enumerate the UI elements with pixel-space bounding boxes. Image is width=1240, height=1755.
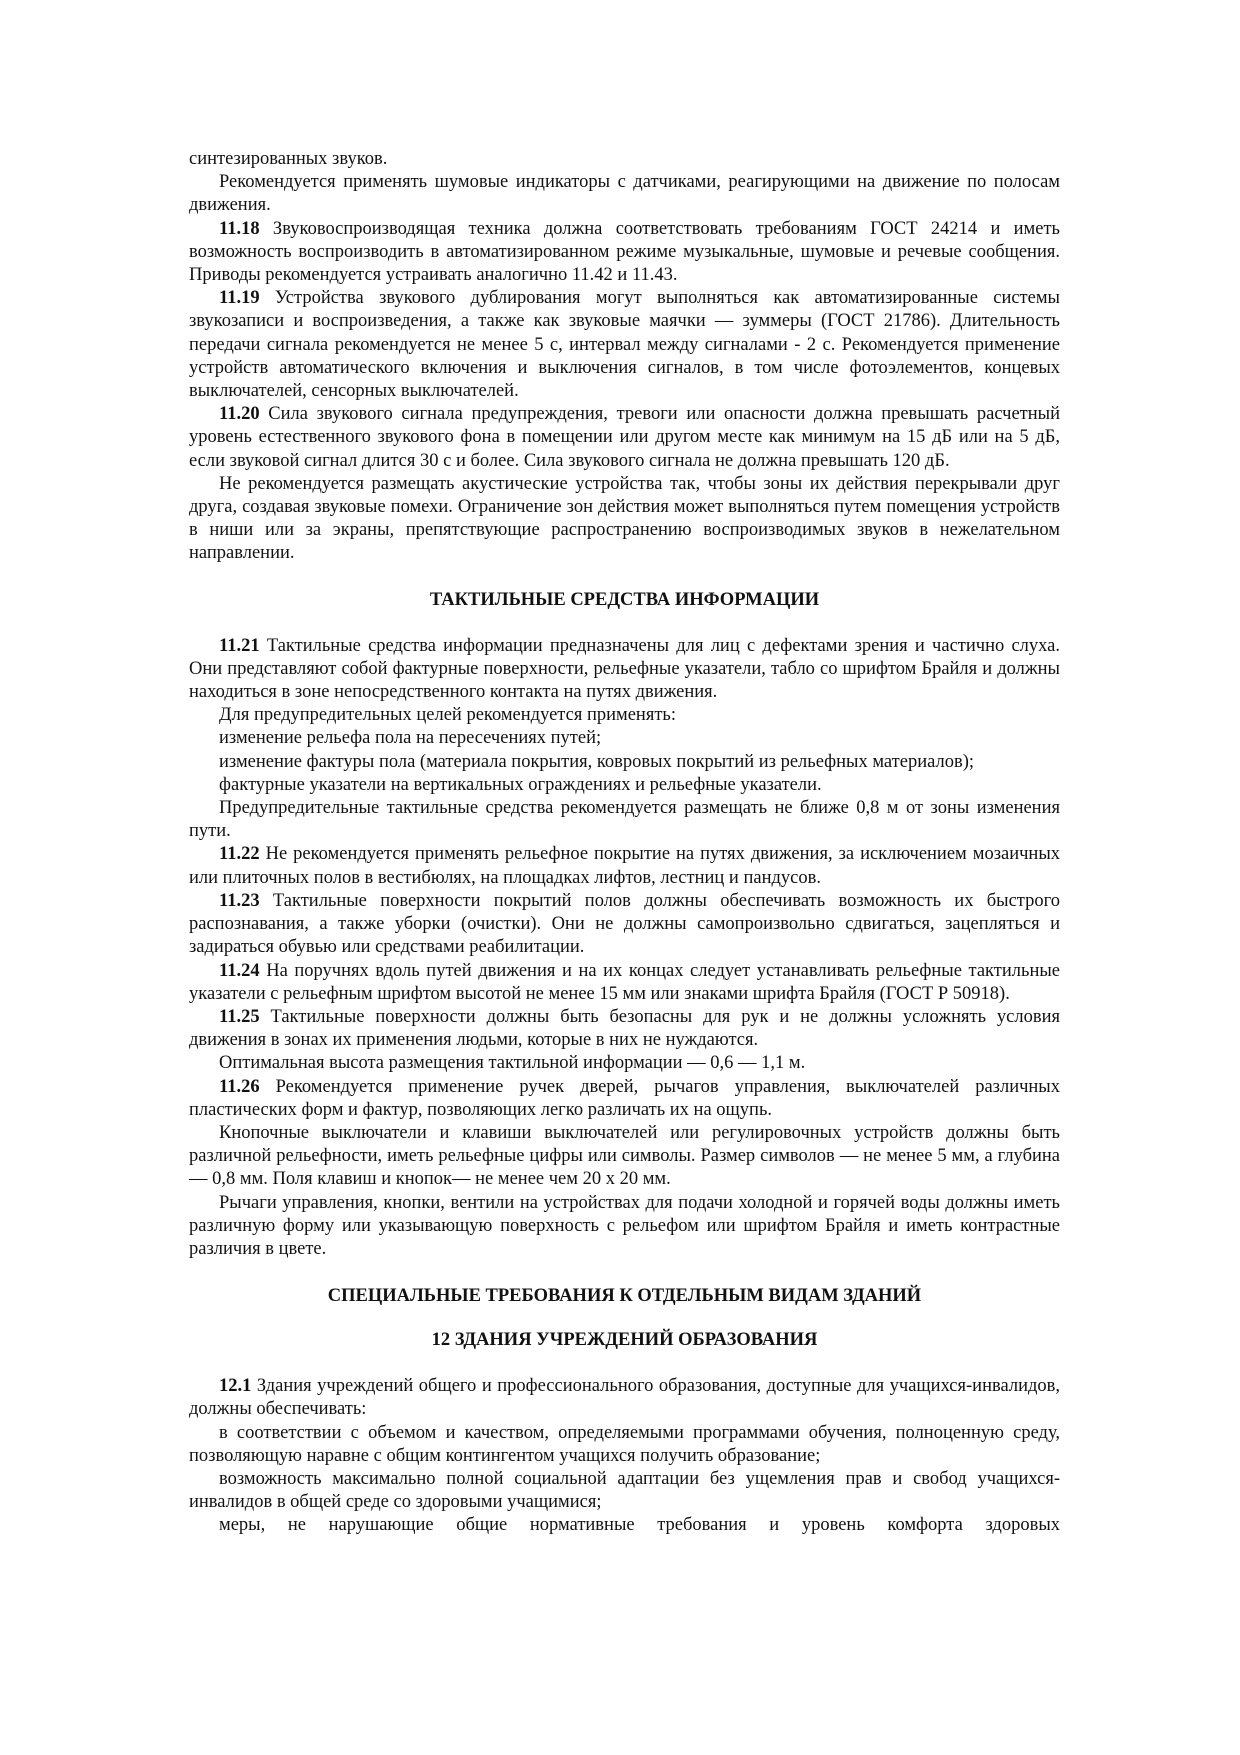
clause-11-18 (189, 218, 1060, 288)
section-heading-tactile: ТАКТИЛЬНЫЕ СРЕДСТВА ИНФОРМАЦИИ (429, 589, 820, 610)
list-item: изменение фактуры пола (материала покрытия, ковровых покрытий из рельефных материалов); (219, 751, 974, 772)
clause-text: Рекомендуется применение ручек дверей, рычагов управления, выключателей различных пластических форм и фактур, позволяющих легко различать их на ощупь. (189, 1076, 1060, 1120)
clause-number: 11.21 (219, 635, 260, 656)
paragraph-tactile-height: Оптимальная высота размещения тактильной информации — 0,6 — 1,1 м. (219, 1053, 806, 1074)
section-heading-special-requirements: СПЕЦИАЛЬНЫЕ ТРЕБОВАНИЯ К ОТДЕЛЬНЫМ ВИДАМ ЗДАНИЙ (327, 1286, 922, 1307)
paragraph-buttons: Кнопочные выключатели и клавиши выключателей или регулировочных устройств должны быть различной рельефности, иметь рельефные цифры или символы. Размер символов — не менее 5 мм, а глубина — 0,8 мм. Поля клавиш и кнопок— не менее чем 20 х 20 мм. (189, 1122, 1060, 1190)
paragraph-acoustic-devices: Не рекомендуется размещать акустические устройства так, чтобы зоны их действия перекрывали друг друга, создавая звуковые помехи. Ограничение зон действия может выполняться путем помещения устройств в ниши или за экраны, препятствующие распространению воспроизводимых звуков в нежелательном направлении. (189, 473, 1060, 564)
clause-number: 11.25 (219, 1006, 260, 1027)
paragraph-warning-intro: Для предупредительных целей рекомендуется применять: (219, 705, 676, 726)
list-item: меры, не нарушающие общие нормативные требования и уровень комфорта здоровых (219, 1515, 1060, 1536)
list-item: возможность максимально полной социальной адаптации без ущемления прав и свобод учащихся-инвалидов в общей среде со здоровыми учащимися; (189, 1468, 1060, 1513)
clause-number: 12.1 (219, 1376, 252, 1397)
clause-number: 11.19 (219, 288, 260, 309)
clause-11-25 (189, 1006, 1060, 1052)
clause-text: Звуковоспроизводящая техника должна соответствовать требованиям ГОСТ 24214 и иметь возможность воспроизводить в автоматизированном режиме музыкальные, шумовые и речевые сообщения. Приводы рекомендуется устраивать аналогично 11.42 и 11.43. (189, 218, 1060, 286)
clause-number: 11.26 (219, 1076, 260, 1097)
clause-number: 11.23 (219, 890, 260, 911)
clause-11-26 (189, 1076, 1060, 1122)
clause-text: Сила звукового сигнала предупреждения, тревоги или опасности должна превышать расчетный уровень естественного звукового фона в помещении или другом месте как минимум на 15 дБ или на 5 дБ, если звуковой сигнал длится 30 с и более. Сила звукового сигнала не должна превышать 120 дБ. (189, 404, 1060, 471)
clause-11-21 (189, 635, 1060, 705)
clause-text: Тактильные поверхности покрытий полов должны обеспечивать возможность их быстрого распознавания, а также уборки (очистки). Они не должны самопроизвольно сдвигаться, зацепляться и задираться обувью или средствами реабилитации. (189, 890, 1060, 958)
paragraph-noise-indicators: Рекомендуется применять шумовые индикаторы с датчиками, реагирующими на движение по полосам движения. (189, 172, 1060, 216)
paragraph-levers: Рычаги управления, кнопки, вентили на устройствах для подачи холодной и горячей воды должны иметь различную форму или указывающую поверхность с рельефом или шрифтом Брайля и иметь контрастные различия в цвете. (189, 1192, 1060, 1259)
clause-text: Тактильные средства информации предназначены для лиц с дефектами зрения и частично слуха. Они представляют собой фактурные поверхности, рельефные указатели, табло со шрифтом Брайля и должны находиться в зоне непосредственного контакта на путях движения. (189, 635, 1060, 703)
clause-11-22 (189, 843, 1060, 889)
list-item: в соответствии с объемом и качеством, определяемыми программами обучения, полноценную среду, позволяющую наравне с общим контингентом учащихся получить образование; (189, 1422, 1060, 1466)
clause-number: 11.22 (219, 844, 260, 865)
paragraph-continuation: синтезированных звуков. (189, 149, 388, 169)
clause-text: Здания учреждений общего и профессионального образования, доступные для учащихся-инвалидов, должны обеспечивать: (189, 1376, 1060, 1420)
clause-12-1 (189, 1375, 1060, 1421)
clause-text: Тактильные поверхности должны быть безопасны для рук и не должны усложнять условия движения в зонах их применения людьми, которые в них не нуждаются. (189, 1006, 1060, 1051)
clause-number: 11.18 (219, 218, 260, 239)
clause-11-19 (189, 287, 1060, 403)
clause-11-24 (189, 960, 1060, 1006)
clause-text: Не рекомендуется применять рельефное покрытие на путях движения, за исключением мозаичных или плиточных полов в вестибюлях, на площадках лифтов, лестниц и пандусов. (189, 844, 1060, 888)
list-item: изменение рельефа пола на пересечениях путей; (219, 728, 602, 749)
clause-text: На поручнях вдоль путей движения и на их концах следует устанавливать рельефные тактильные указатели с рельефным шрифтом высотой не менее 15 мм или знаками шрифта Брайля (ГОСТ Р 50918). (189, 960, 1060, 1004)
list-item: фактурные указатели на вертикальных ограждениях и рельефные указатели. (219, 774, 822, 795)
clause-number: 11.20 (219, 404, 260, 425)
clause-11-23 (189, 890, 1060, 960)
clause-11-20 (189, 403, 1060, 473)
clause-text: Устройства звукового дублирования могут выполняться как автоматизированные системы звукозаписи и воспроизведения, а также как звуковые маячки — зуммеры (ГОСТ 21786). Длительность передачи сигнала рекомендуется не менее 5 с, интервал между сигналами - 2 с. Рекомендуется применение устройств автоматического включения и выключения сигналов, в том числе фотоэлементов, концевых выключателей, сенсорных выключателей. (189, 288, 1060, 402)
document-page (189, 148, 1060, 1538)
paragraph-warning-distance: Предупредительные тактильные средства рекомендуется размещать не ближе 0,8 м от зоны изменения пути. (189, 798, 1060, 842)
section-heading-education-buildings: 12 ЗДАНИЯ УЧРЕЖДЕНИЙ ОБРАЗОВАНИЯ (431, 1330, 818, 1351)
clause-number: 11.24 (219, 960, 260, 981)
